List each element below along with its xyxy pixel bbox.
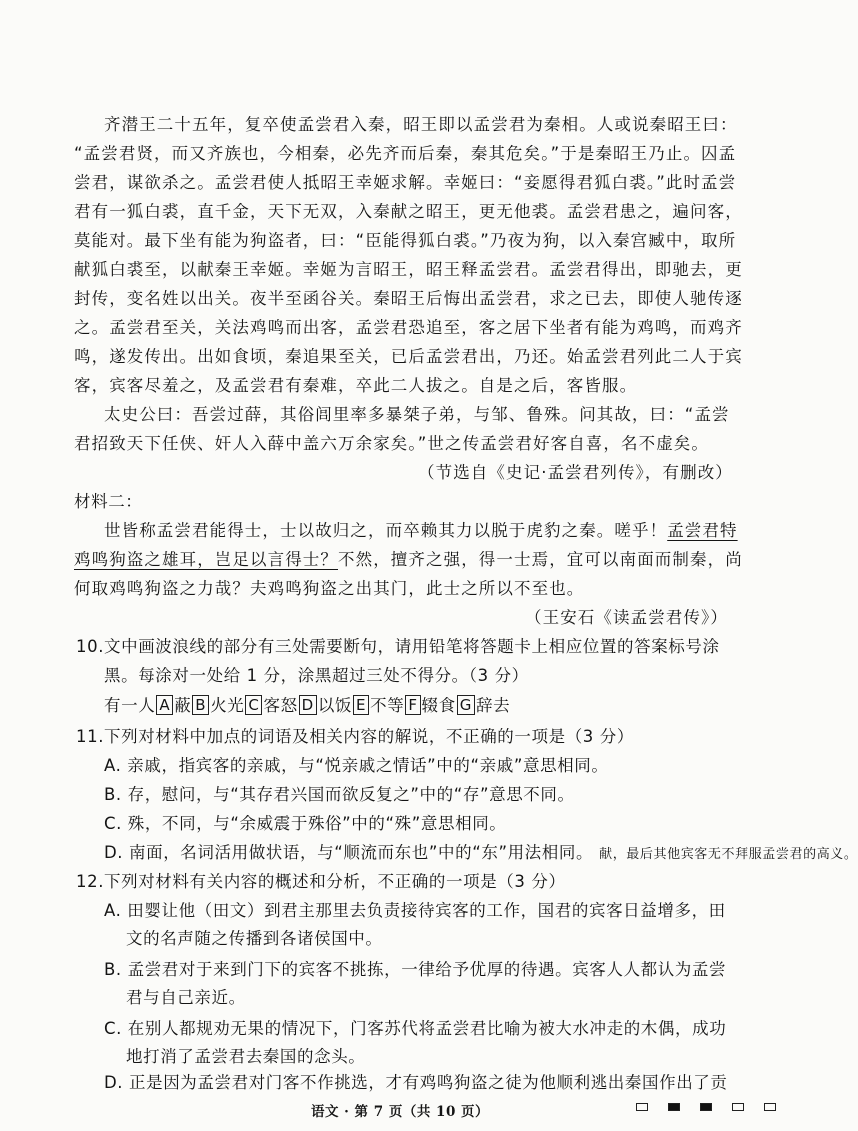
- answer-box-e[interactable]: E: [353, 695, 369, 715]
- page-mark-filled: [700, 1103, 712, 1111]
- answer-box-c[interactable]: C: [245, 695, 262, 715]
- option-c-cont[interactable]: 地打消了孟尝君去秦国的念头。: [126, 1047, 366, 1066]
- option-d[interactable]: [104, 1070, 728, 1096]
- page-mark-empty: [636, 1103, 648, 1111]
- question-number: 12.: [76, 872, 105, 891]
- option-c[interactable]: C. 殊，不同，与“余威震于殊俗”中的“殊”意思相同。: [104, 814, 507, 833]
- passage-line: 君招致天下任侠、奸人入薛中盖六万余家矣。”世之传孟尝君好客自喜，名不虚矣。: [74, 434, 709, 453]
- material2-text: 世皆称孟尝君能得士，士以故归之，而卒赖其力以脱于虎豹之秦。嗟乎！: [104, 521, 668, 540]
- answer-box-g[interactable]: G: [457, 695, 475, 715]
- passage-line: 齐潜王二十五年，复卒使孟尝君入秦，昭王即以孟尝君为秦相。人或说秦昭王曰：: [104, 115, 738, 134]
- passage-line: 鸣，遂发传出。出如食顷，秦追果至关，已后孟尝君出，乃还。始孟尝君列此二人于宾: [74, 347, 743, 366]
- material2-line: [74, 547, 743, 573]
- question-stem: 下列对材料中加点的词语及相关内容的解说，不正确的一项是（3 分）: [104, 727, 634, 746]
- answer-box-f[interactable]: F: [405, 695, 420, 715]
- passage-line: “孟尝君贤，而又齐族也，今相秦，必先齐而后秦，秦其危矣。”于是秦昭王乃止。囚孟: [74, 144, 737, 163]
- passage-line: 之。孟尝君至关，关法鸡鸣而出客，孟尝君恐追至，客之居下坐者有能为鸡鸣，而鸡齐: [74, 318, 743, 337]
- material2-line: [104, 518, 738, 544]
- page-number: 语文 · 第 7 页（共 10 页）: [310, 1104, 490, 1120]
- segment: 以饭: [317, 696, 353, 715]
- page-mark-filled: [668, 1103, 680, 1111]
- material2-text: 不然，擅齐之强，得一士焉，宜可以南面而制秦，尚: [338, 550, 743, 569]
- answer-box-a[interactable]: A: [156, 695, 173, 715]
- material2-source: （王安石《读孟尝君传》）: [525, 608, 728, 627]
- passage-line: 太史公曰：吾尝过薛，其俗闾里率多暴桀子弟，与邹、鲁殊。问其故，曰：“孟尝: [104, 405, 730, 424]
- option-b-cont[interactable]: 君与自己亲近。: [126, 988, 246, 1007]
- passage-line: 客，宾客尽羞之，及孟尝君有秦难，卒此二人拔之。自是之后，客皆服。: [74, 376, 638, 395]
- option-a-cont[interactable]: 文的名声随之传播到各诸侯国中。: [126, 929, 383, 948]
- page-mark-empty: [764, 1103, 776, 1111]
- segment: 不等: [370, 696, 405, 715]
- passage-line: 尝君，谋欲杀之。孟尝君使人抵昭王幸姬求解。幸姬曰：“妾愿得君狐白裘。”此时孟尝: [74, 173, 737, 192]
- passage-line: 君有一狐白裘，直千金，天下无双，入秦献之昭王，更无他裘。孟尝君患之，遍问客，: [74, 202, 743, 221]
- passage-source: （节选自《史记·孟尝君列传》，有删改）: [418, 463, 733, 482]
- passage-line: 莫能对。最下坐有能为狗盗者，曰：“臣能得狐白裘。”乃夜为狗，以入秦宫臧中，取所: [74, 231, 737, 250]
- question-stem: 文中画波浪线的部分有三处需要断句，请用铅笔将答题卡上相应位置的答案标号涂: [104, 637, 720, 656]
- segment: 辍食: [421, 696, 456, 715]
- question-number: 11.: [76, 727, 105, 746]
- underlined-text: 鸡鸣狗盗之雄耳，岂足以言得士？: [74, 550, 338, 569]
- segment: 有一人: [104, 696, 156, 715]
- underlined-text: 孟尝君特: [667, 521, 738, 540]
- option-d[interactable]: D. 南面，名词活用做状语，与“顺流而东也”中的“东”用法相同。 献，最后其他宾客无不拜服孟尝君的高义。: [104, 843, 858, 862]
- answer-box-b[interactable]: B: [192, 695, 209, 715]
- question-number: 10.: [76, 637, 105, 656]
- page-mark-empty: [732, 1103, 744, 1111]
- sentence-break-line: [104, 693, 510, 719]
- option-d-text: D. 正是因为孟尝君对门客不作挑选，才有鸡鸣狗盗之徒为他顺利逃出秦国作出了贡: [104, 1073, 728, 1092]
- material2-label: 材料二：: [74, 492, 143, 511]
- option-c[interactable]: C. 在别人都规劝无果的情况下，门客苏代将孟尝君比喻为被大水冲走的木偶，成功: [104, 1019, 727, 1038]
- question-stem: 黑。每涂对一处给 1 分，涂黑超过三处不得分。（3 分）: [104, 666, 529, 685]
- segment: 客怒: [263, 696, 298, 715]
- option-a[interactable]: A. 亲戚，指宾客的亲戚，与“悦亲戚之情话”中的“亲戚”意思相同。: [104, 756, 609, 775]
- question-stem: 下列对材料有关内容的概述和分析，不正确的一项是（3 分）: [104, 872, 566, 891]
- material2-line: 何取鸡鸣狗盗之力哉？夫鸡鸣狗盗之出其门，此士之所以不至也。: [74, 579, 585, 598]
- passage-line: 献狐白裘至，以献秦王幸姬。幸姬为言昭王，昭王释孟尝君。孟尝君得出，即驰去，更: [74, 260, 743, 279]
- answer-box-d[interactable]: D: [299, 695, 317, 715]
- segment: 火光: [210, 696, 245, 715]
- passage-line: 封传，变名姓以出关。夜半至函谷关。秦昭王后悔出孟尝君，求之已去，即使人驰传逐: [74, 289, 743, 308]
- option-b[interactable]: B. 存，慰问，与“其存君兴国而欲反复之”中的“存”意思不同。: [104, 785, 575, 804]
- segment: 蔽: [174, 696, 192, 715]
- segment: 辞去: [475, 696, 511, 715]
- option-d-cont: 献，最后其他宾客无不拜服孟尝君的高义。: [599, 847, 858, 862]
- option-a[interactable]: A. 田婴让他（田文）到君主那里去负责接待宾客的工作，国君的宾客日益增多，田: [104, 901, 726, 920]
- option-b[interactable]: B. 孟尝君对于来到门下的宾客不挑拣，一律给予优厚的待遇。宾客人人都认为孟尝: [104, 960, 727, 979]
